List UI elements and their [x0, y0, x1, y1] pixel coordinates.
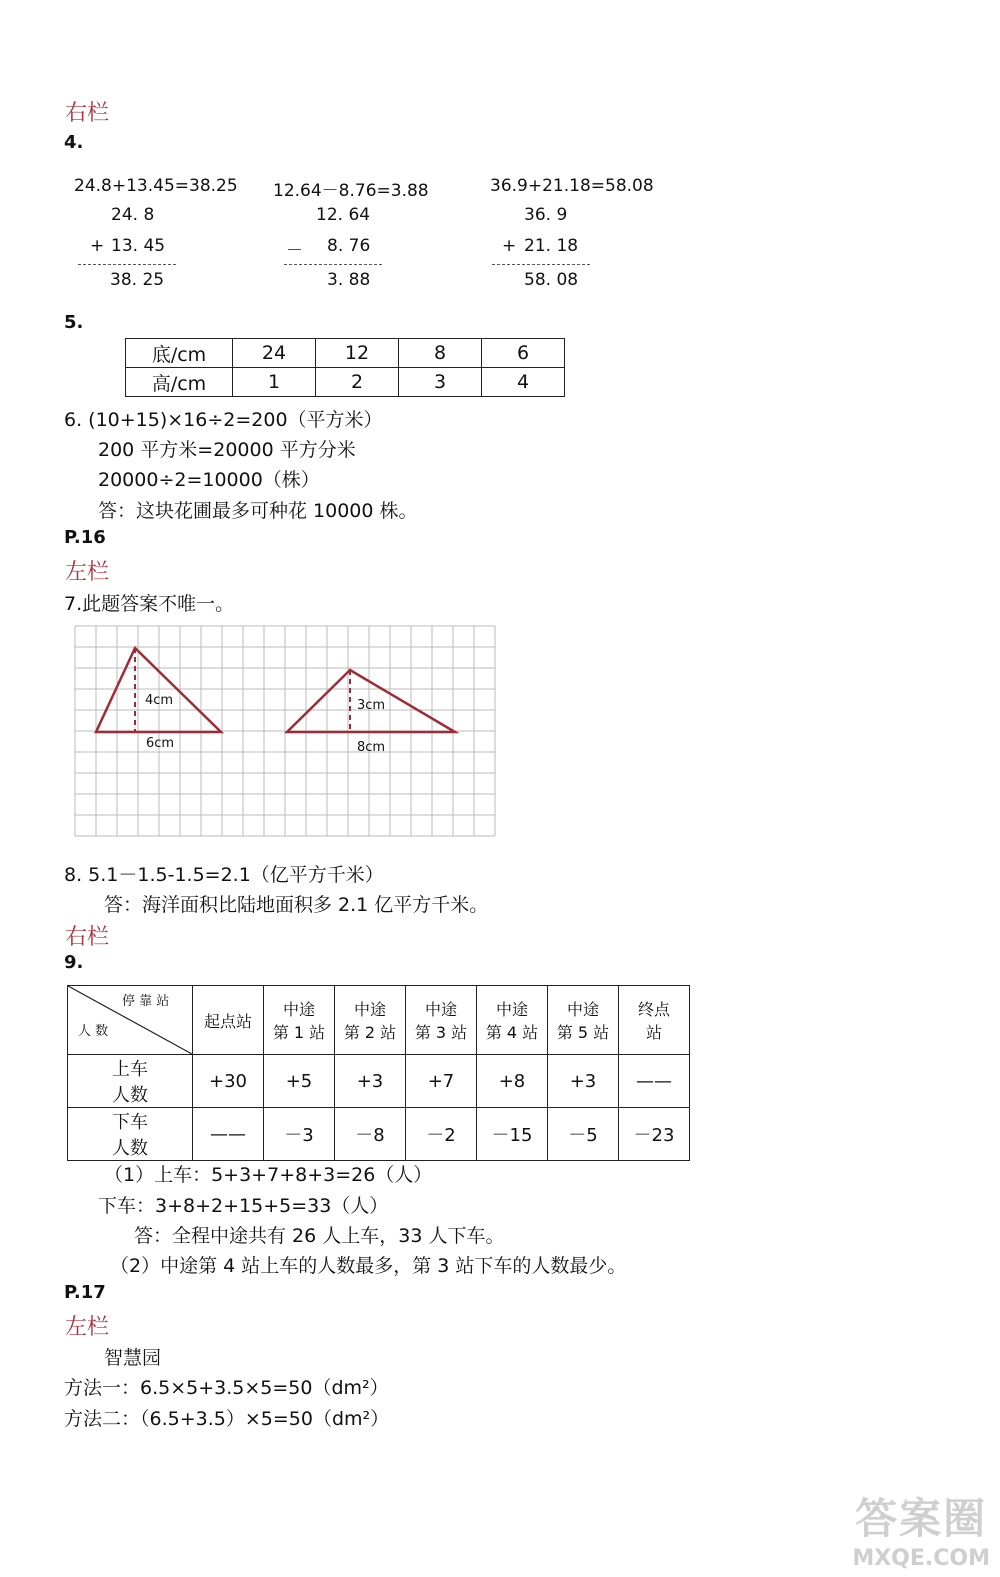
table-cell: +3	[548, 1055, 619, 1108]
page-label-p17: P.17	[64, 1282, 106, 1303]
column-header-left-2: 左栏	[65, 1315, 110, 1340]
calc-2-rule	[284, 264, 382, 265]
table-cell: +3	[335, 1055, 406, 1108]
station-header: 中途 第 1 站	[264, 986, 335, 1055]
triangle-1-height-label: 4cm	[145, 693, 174, 708]
method-1: 方法一：6.5×5+3.5×5=50（dm²）	[64, 1377, 389, 1399]
calc-2-bottom: 8. 76	[327, 236, 371, 256]
triangle-2-base-label: 8cm	[357, 740, 386, 755]
table-cell: 2	[316, 368, 399, 397]
table-cell: +30	[193, 1055, 264, 1108]
table-cell: +7	[406, 1055, 477, 1108]
bus-passenger-table	[67, 985, 690, 1161]
table-cell: －23	[619, 1108, 690, 1161]
calc-1-bottom: 13. 45	[111, 236, 166, 256]
calc-3-bottom: 21. 18	[524, 236, 579, 256]
calc-3-top: 36. 9	[524, 205, 568, 225]
method-2: 方法二：（6.5+3.5）×5=50（dm²）	[64, 1408, 390, 1430]
table-cell: －5	[548, 1108, 619, 1161]
row-header-base: 底/cm	[126, 339, 233, 368]
column-header-right: 右栏	[65, 101, 110, 126]
calc-1-rule	[78, 264, 176, 265]
table-cell: 3	[399, 368, 482, 397]
triangle-1-base-label: 6cm	[146, 736, 175, 751]
q9-answer-3: 答：全程中途共有 26 人上车，33 人下车。	[134, 1225, 505, 1247]
calc-2-operator: －	[286, 241, 303, 261]
calc-3-operator: +	[502, 236, 517, 256]
section-title-wisdom: 智慧园	[104, 1347, 162, 1369]
station-header: 中途 第 2 站	[335, 986, 406, 1055]
column-header-right-2: 右栏	[65, 925, 110, 950]
table-cell: －15	[477, 1108, 548, 1161]
calc-1-operator: +	[90, 236, 105, 256]
q6-answer: 答：这块花圃最多可种花 10000 株。	[98, 500, 418, 522]
table-row-boarding	[68, 1055, 690, 1108]
table-cell: 1	[233, 368, 316, 397]
q6-line-1: 6. (10+15)×16÷2=200（平方米）	[64, 409, 383, 431]
calc-2-top: 12. 64	[316, 205, 371, 225]
table-cell: +8	[477, 1055, 548, 1108]
table-cell: +5	[264, 1055, 335, 1108]
triangle-2-height-label: 3cm	[357, 698, 386, 713]
calc-2-equation: 12.64－8.76=3.88	[273, 181, 429, 201]
station-header: 中途 第 5 站	[548, 986, 619, 1055]
calc-1-equation: 24.8+13.45=38.25	[74, 176, 238, 196]
calc-3-rule	[492, 264, 590, 265]
row-label-boarding: 上车 人数	[68, 1055, 193, 1108]
question-number-5: 5.	[64, 312, 84, 333]
table-row	[126, 339, 565, 368]
calc-1-result: 38. 25	[110, 270, 165, 290]
table-cell: －2	[406, 1108, 477, 1161]
table-cell: 6	[482, 339, 565, 368]
table-cell: 24	[233, 339, 316, 368]
q6-line-2: 200 平方米=20000 平方分米	[98, 439, 356, 461]
calc-3-equation: 36.9+21.18=58.08	[490, 176, 654, 196]
calc-1-top: 24. 8	[111, 205, 155, 225]
watermark-url: MXQE.COM	[852, 1546, 990, 1571]
calc-3-result: 58. 08	[524, 270, 579, 290]
page-label-p16: P.16	[64, 527, 106, 548]
row-label-alighting: 下车 人数	[68, 1108, 193, 1161]
table-row	[126, 368, 565, 397]
q7-text: 7.此题答案不唯一。	[64, 593, 235, 615]
station-header: 中途 第 3 站	[406, 986, 477, 1055]
q6-line-3: 20000÷2=10000（株）	[98, 469, 320, 491]
question-number-9: 9.	[64, 952, 84, 973]
watermark-logo-text: 答案圈	[855, 1494, 988, 1543]
q9-answer-2: 下车：3+8+2+15+5=33（人）	[98, 1195, 389, 1217]
table-cell: 4	[482, 368, 565, 397]
q8-line-1: 8. 5.1－1.5-1.5=2.1（亿平方千米）	[64, 864, 384, 886]
station-header: 中途 第 4 站	[477, 986, 548, 1055]
table-cell: 8	[399, 339, 482, 368]
table-cell: ——	[193, 1108, 264, 1161]
q9-answer-1: （1）上车：5+3+7+8+3=26（人）	[104, 1164, 433, 1186]
table-cell: ——	[619, 1055, 690, 1108]
table-cell: －3	[264, 1108, 335, 1161]
table-cell: 12	[316, 339, 399, 368]
column-header-left: 左栏	[65, 560, 110, 585]
table-cell: －8	[335, 1108, 406, 1161]
station-header: 起点站	[193, 986, 264, 1055]
question-number-4: 4.	[64, 132, 84, 153]
watermark	[852, 1486, 990, 1571]
row-header-height: 高/cm	[126, 368, 233, 397]
q8-answer: 答：海洋面积比陆地面积多 2.1 亿平方千米。	[104, 894, 489, 916]
station-header: 终点 站	[619, 986, 690, 1055]
corner-bottom-label: 人 数	[78, 1024, 109, 1039]
corner-cell	[68, 986, 193, 1055]
corner-top-label: 停 靠 站	[122, 994, 170, 1009]
table-header-row	[68, 986, 690, 1055]
grid-figure	[70, 620, 502, 842]
base-height-table	[125, 338, 565, 397]
calc-2-result: 3. 88	[327, 270, 371, 290]
table-row-alighting	[68, 1108, 690, 1161]
q9-answer-4: （2）中途第 4 站上车的人数最多，第 3 站下车的人数最少。	[110, 1255, 627, 1277]
